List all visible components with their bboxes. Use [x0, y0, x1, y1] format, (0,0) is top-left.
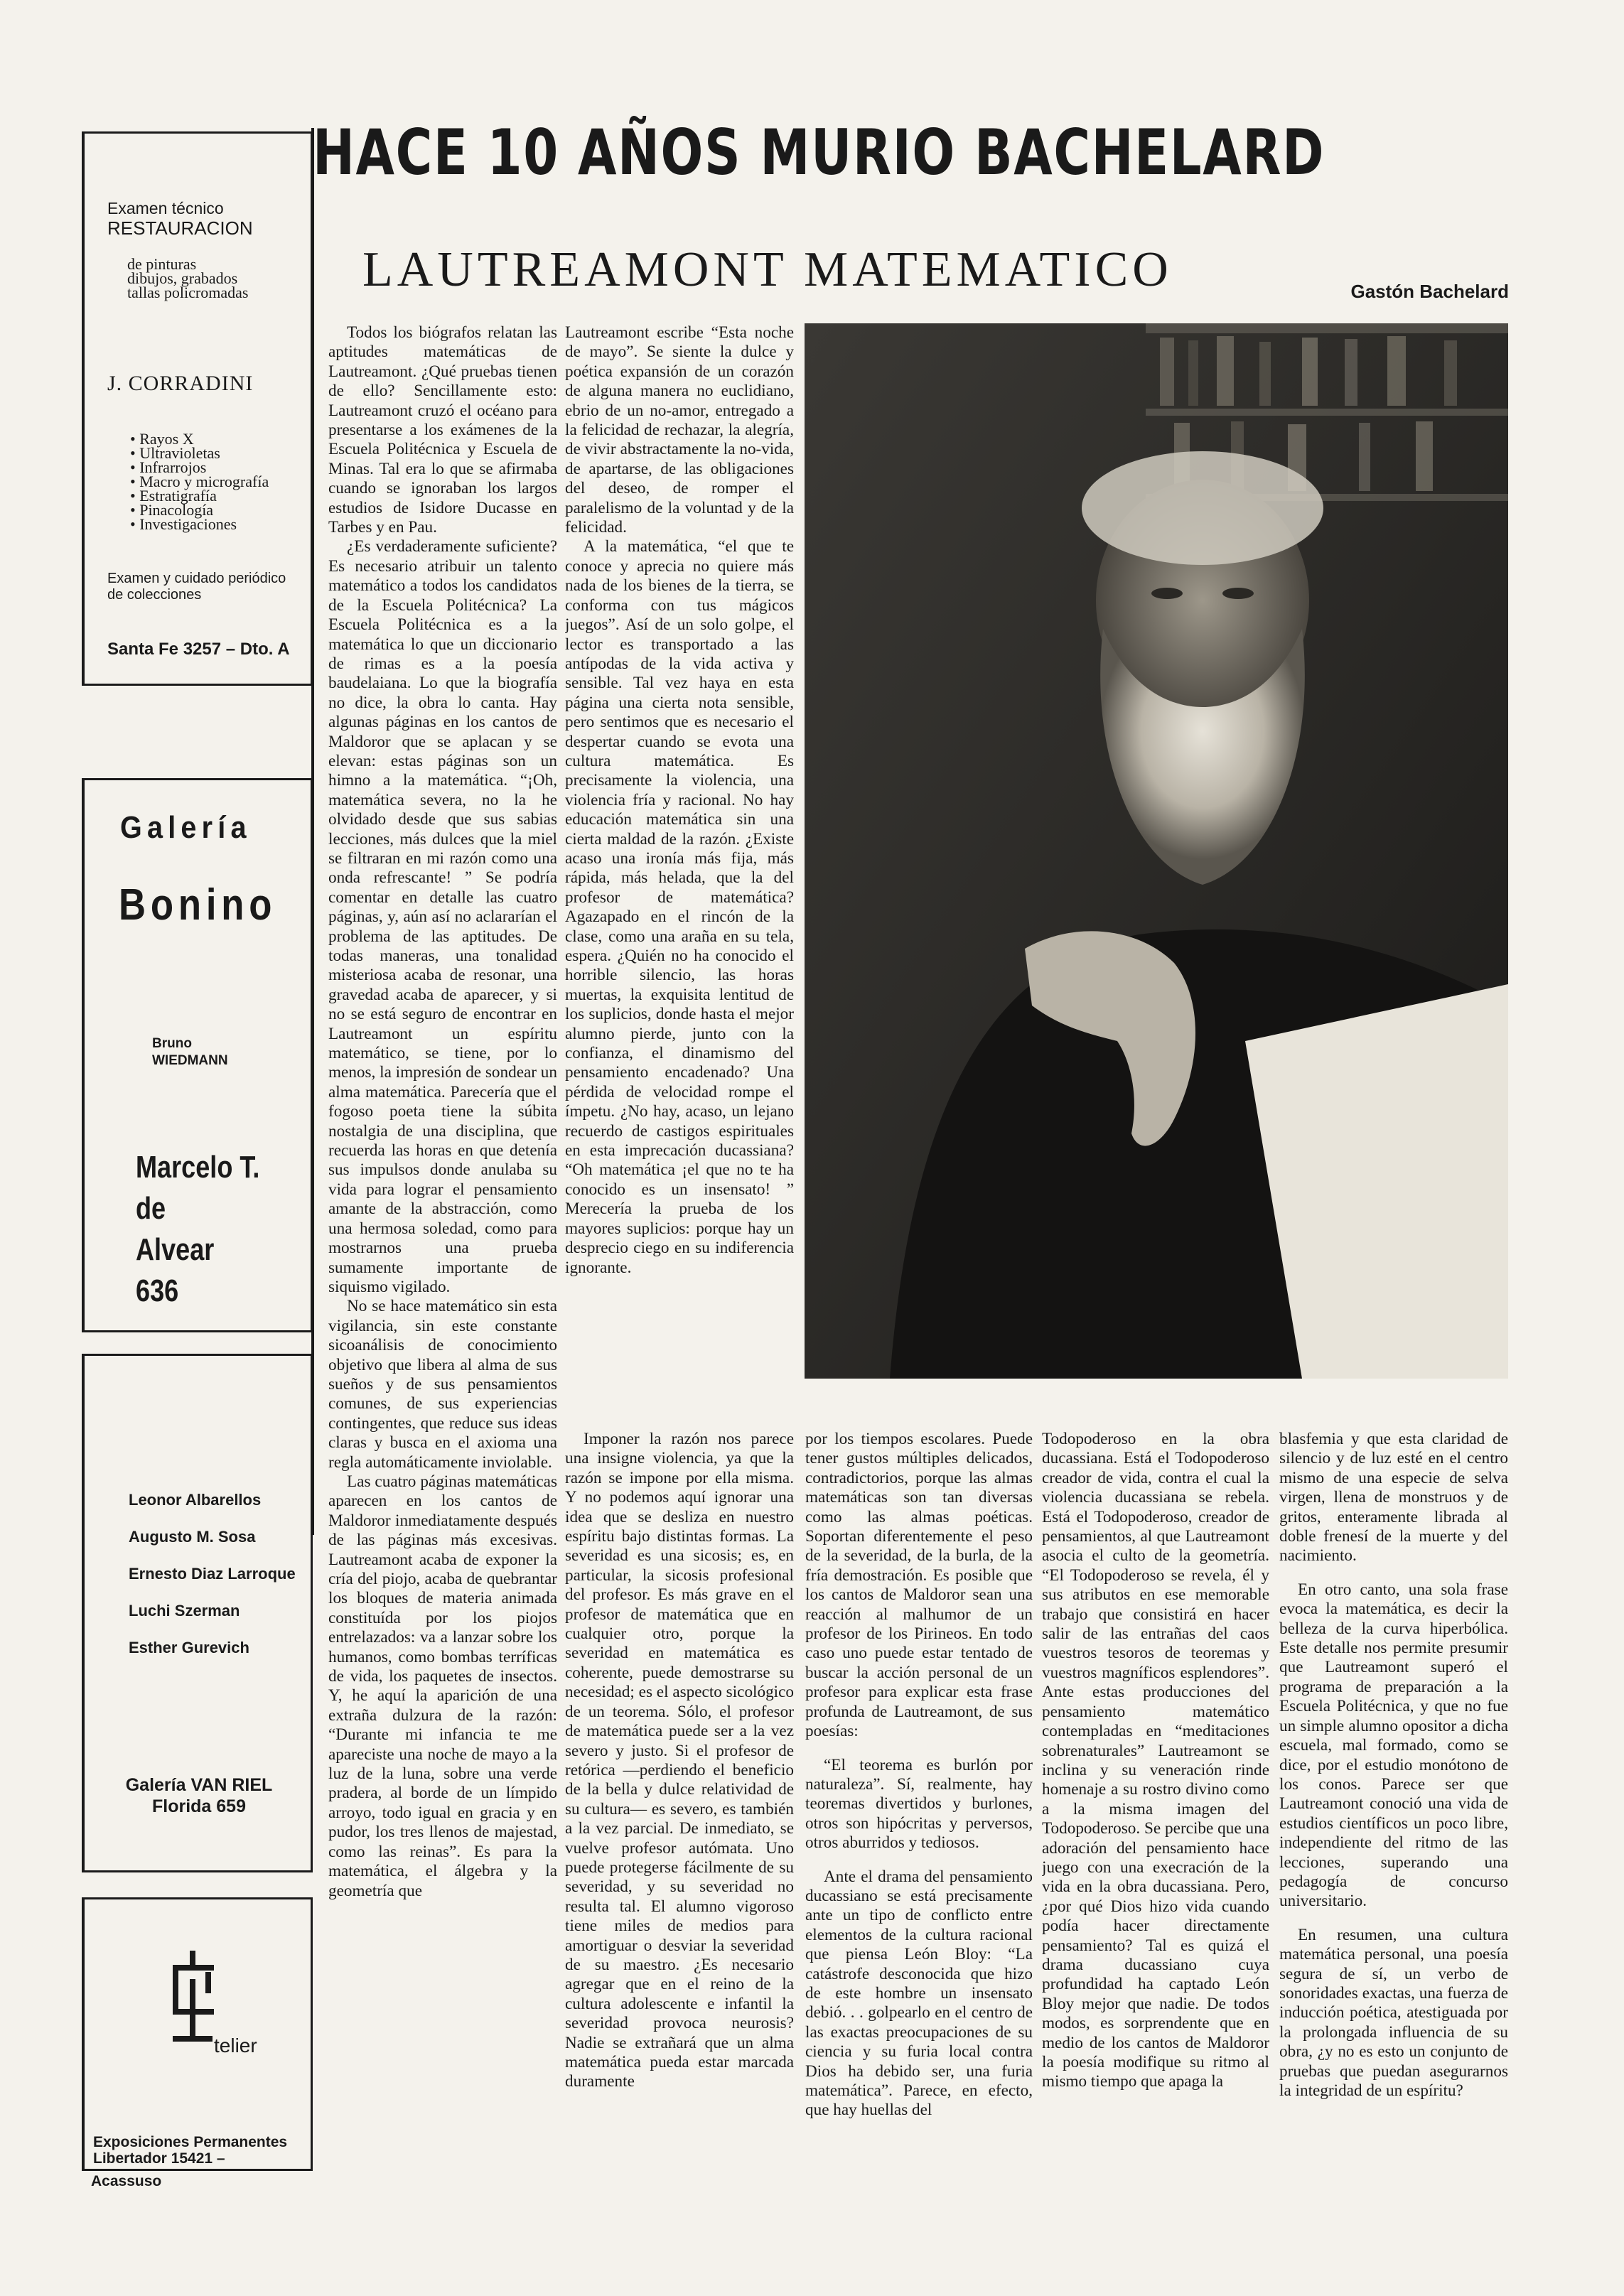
- ad-restauracion-address: Santa Fe 3257 – Dto. A: [107, 640, 290, 659]
- ad-restauracion-line1: Examen técnico: [107, 199, 224, 217]
- paragraph: Imponer la razón nos parece una insigne violencia, ya que la razón se impone por ella misma. Y no podemos aquí ignorar una idea que se desliza en nuestro espíritu bajo distintas formas. La severidad es una sicosis; es, en particular, la sicosis profesional del profesor. Es más grave en el profesor de matemática que en cualquier otro, porque la severidad en matemática es coherente, puede demostrarse su necesidad; es el aspecto sicológico de un teorema. Sólo, el profesor de matemática puede ser a la vez severo y justo. Si el profesor de retórica —perdiendo el beneficio de la bella y dulce relatividad de su cultura— es severo, es también a la vez parcial. De inmediato, se vuelve profesor autómata. Uno puede protegerse fácilmente de su severidad, y su severidad no resulta tal. El alumno vigoroso tiene miles de medios para amortiguar o desviar la severidad de su maestro. ¿Es necesario agregar que en el reino de la cultura adolescente e infantil la severidad provoca neurosis? Nadie se extrañará que un alma matemática pueda estar marcada duramente: [565, 1430, 794, 2091]
- ad-restauracion-line2: RESTAURACION: [107, 217, 253, 239]
- ad-bonino-line1: Galería: [120, 810, 252, 845]
- ad-van-riel-name: Galería VAN RIEL: [125, 1775, 273, 1795]
- ad-bonino-artist: WIEDMANN: [152, 1053, 228, 1068]
- ad-restauracion-service: • Macro y micrografía: [130, 473, 269, 490]
- column-5: [1279, 1430, 1508, 2199]
- article-subtitle: LAUTREAMONT MATEMATICO: [362, 242, 1173, 297]
- author-byline: Gastón Bachelard: [1350, 281, 1509, 302]
- ad-restauracion-extra: de colecciones: [107, 587, 202, 603]
- paragraph: Las cuatro páginas matemáticas aparecen en los cantos de Maldoror inmediatamente después de las páginas más excesivas. Lautreamont acaba de exponer la cría del piojo, acaba de quebrantar los bloques de materia animada constituída por los piojos entrelazados: va a lanzar sobre los humanos, como bombas terríficas de vida, los paquetes de insectos. Y, he aquí la aparición de una extraña dulzura de la razón: “Durante mi infancia te me apareciste una noche de mayo a la luz de la luna, sobre una verde pradera, al borde de un límpido arroyo, todo igual en gracia y en pudor, los tres llenos de majestad, como las reinas”. Es para la matemática, el álgebra y la geometría que: [328, 1472, 557, 1900]
- ad-bonino: [82, 778, 313, 1332]
- paragraph: Ante el drama del pensamiento ducassiano se está precisamente ante un tipo de conflicto entre elementos de la cultura racional que piensa León Bloy: “La catástrofe desconocida que hizo de este hombre un insensato debió. . . golpearlo en el centro de las exactas preocupaciones de su ciencia y su furia local contra Dios ha debido ser, una furia matemática”. Parece, en efecto, que hay huellas del: [805, 1867, 1033, 2120]
- ad-van-riel-artist: Leonor Albarellos: [129, 1491, 262, 1509]
- ad-restauracion-item: tallas policromadas: [127, 284, 249, 301]
- paragraph: “El teorema es burlón por naturaleza”. Sí, realmente, hay teoremas divertidos y burlones, otros son hipócritas y perversos, otros aburridos y tediosos.: [805, 1755, 1033, 1853]
- ad-atelier: [82, 1897, 313, 2171]
- ad-restauracion-service: • Estratigrafía: [130, 487, 217, 505]
- ad-bonino-address: de: [136, 1191, 166, 1226]
- paragraph: Todopoderoso en la obra ducassiana. Está el Todopoderoso creador de vida, contra el cual la violencia ducassiana se rebela. Está el Todopoderoso, creador de pensamientos, al que Lautreamont asocia el culto de la geometría. “El Todopoderoso se revela, él y sus atributos en ese memorable trabajo que consistirá en hacer salir de las entrañas del caos vuestros tesoros de teoremas y vuestros magníficos esplendores”. Ante estas producciones del pensamiento matemático contempladas en “meditaciones sobrenaturales” Lautreamont se inclina y su veneración rinde homenaje a su rostro divino como a la misma imagen del Todopoderoso. Se percibe que una adoración del pensamiento hace juego con una execración de la vida en la obra ducassiana. Pero, ¿por qué Dios hizo vida cuando podía hacer directamente pensamiento? Tal es quizá el drama ducassiano cuya profundidad ha captado León Bloy mejor que nadie. De todos modos, es sorprendente que en medio de los cantos de Maldoror la poesía modifique su ritmo al mismo tiempo que apaga la: [1042, 1430, 1269, 2091]
- ad-bonino-address: 636: [136, 1273, 179, 1308]
- ad-van-riel-artist: Luchi Szerman: [129, 1602, 240, 1619]
- ad-bonino-line2: Bonino: [119, 880, 277, 929]
- ad-van-riel-artist: Ernesto Diaz Larroque: [129, 1565, 296, 1583]
- ad-restauracion-service: • Infrarrojos: [130, 458, 207, 476]
- paragraph: A la matemática, “el que te conoce y aprecia no quiere más nada de los bienes de la tierra, se conforma con tus mágicos juegos”. Así de un solo golpe, el lector es transportado a las antípodas de la vida activa y sensible. Tal vez haya en esta página una cierta nota sensible, pero sentimos que es necesario el despertar cuando se evota una cultura matemática. Es precisamente la violencia, una violencia fría y racional. No hay educación matemática sin una cierta maldad de la razón. ¿Existe acaso una ironía más fija, más rápida, más helada, que la del profesor de matemática? Agazapado en el rincón de la clase, como una araña en su tela, espera. ¿Quién no ha conocido el horrible silencio, las horas muertas, la exquisita lentitud de los suplicios, donde hasta el mejor alumno pierde, junto con la confianza, el dinamismo del pensamiento encadenado? Una pérdida de velocidad rompe el ímpetu. ¿No hay, acaso, un lejano recuerdo de castigos espirituales en esta imprecación ducassiana? “Oh matemática ¡el que no te ha conocido es un insensato! ” Merecería la prueba de los mayores suplicios: porque hay un desprecio ciego en su indiferencia ignorante.: [565, 537, 794, 1277]
- ad-atelier-logo-text: telier: [214, 2034, 257, 2057]
- ad-atelier-line: Libertador 15421 –: [93, 2150, 225, 2167]
- ad-atelier-line: Acassuso: [91, 2173, 162, 2189]
- ad-van-riel-address: Florida 659: [152, 1796, 246, 1816]
- column-rule: [311, 128, 314, 1535]
- ad-restauracion-service: • Rayos X: [130, 430, 194, 448]
- ad-restauracion-item: dibujos, grabados: [127, 269, 238, 287]
- ad-van-riel-artist: Esther Gurevich: [129, 1639, 249, 1656]
- paragraph: Lautreamont escribe “Esta noche de mayo”. Se siente la dulce y poética expansión de un corazón de alguna manera no euclidiano, ebrio de un no-amor, entregado a la felicidad de rechazar, la alegría, de vivir abstractamente la no-vida, de apartarse, de las obligaciones del deseo, de romper el paralelismo de la voluntad y de la felicidad.: [565, 323, 794, 537]
- column-2-bottom: [565, 1430, 794, 2199]
- paragraph: En resumen, una cultura matemática personal, una poesía segura de sí, un verbo de sonoridades exactas, una fuerza de inducción poética, atestiguada por la prolongada influencia de su obra, ¿y no es esto un conjunto de pruebas que puedan asegurarnos la integridad de un espíritu?: [1279, 1925, 1508, 2100]
- ad-bonino-address: Marcelo T.: [136, 1150, 260, 1185]
- paragraph: Todos los biógrafos relatan las aptitudes matemáticas de Lautreamont. ¿Qué pruebas tienen de ello? Sencillamente esto: Lautreamont cruzó el océano para presentarse a los exámenes de la Escuela Politécnica y Escuela de Minas. Tal era lo que se afirmaba cuando se ignoraban los largos estudios de Isidore Ducasse en Tarbes y en Pau.: [328, 323, 557, 537]
- ad-bonino-address: Alvear: [136, 1232, 215, 1267]
- column-2-top: [565, 323, 794, 1428]
- column-3: [805, 1430, 1033, 2199]
- headline: HACE 10 AÑOS MURIO BACHELARD: [313, 116, 1325, 189]
- ad-restauracion-service: • Pinacología: [130, 501, 214, 519]
- paragraph: blasfemia y que esta claridad de silencio y de luz esté en el centro mismo de una especie de selva virgen, llena de monstruos y de gritos, enteramente librada al doble frenesí de la muerte y del nacimiento.: [1279, 1430, 1508, 1565]
- paragraph: No se hace matemático sin esta vigilancia, sin este constante sicoanálisis de conocimiento objetivo que libera al alma de sus sueños y de sus pensamientos comunes, de sus experiencias contingentes, que reduce sus ideas claras y busca en el axioma una regla automáticamente inviolable.: [328, 1297, 557, 1472]
- ad-bonino-artist: Bruno: [152, 1036, 192, 1051]
- column-4: [1042, 1430, 1269, 2199]
- ad-atelier-line: Exposiciones Permanentes: [93, 2134, 288, 2150]
- paragraph: En otro canto, una sola frase evoca la matemática, es decir la belleza de la curva hiperbólica. Este detalle nos permite presumir que Lautreamont superó el programa de preparación a la Escuela Politécnica, y que no fue un simple alumno opositor a dicha escuela, mal formado, como se dice, por el estudio monótono de los conos. Parece ser que Lautreamont conoció una vida de estudios científicos un poco libre, independiente del ritmo de las lecciones, superando una pedagogía de concurso universitario.: [1279, 1580, 1508, 1911]
- column-1: [328, 323, 557, 2199]
- ad-restauracion-service: • Ultravioletas: [130, 444, 220, 462]
- ad-van-riel: [82, 1354, 313, 1872]
- ad-restauracion: [82, 131, 313, 686]
- ad-van-riel-artist: Augusto M. Sosa: [129, 1528, 256, 1546]
- ad-restauracion-extra: Examen y cuidado periódico: [107, 571, 286, 586]
- portrait-photo: [805, 323, 1508, 1379]
- ad-restauracion-name: J. CORRADINI: [107, 372, 254, 395]
- paragraph: ¿Es verdaderamente suficiente? Es necesario atribuir un talento matemático a todos los candidatos de la Escuela Politécnica? La Escuela Politécnica es a la matemática lo que un diccionario de rimas es a la poesía baudelaiana. Lo que la biografía no dice, la obra lo canta. Hay algunas páginas en los cantos de Maldoror que se aplacan y se elevan: estas páginas son un himno a la matemática. “¡Oh, matemática severa, no la he olvidado desde que sus sabias lecciones, más dulces que la miel se filtraran en mi razón como una onda refrescante! ” Se podría comentar en detalle las cuatro páginas, y, aún así no aclararían el problema de las aptitudes. De todas maneras, una tonalidad misteriosa acaba de resonar, una gravedad acaba de aparecer, y si no se está seguro de encontrar en Lautreamont un espíritu matemático, se tiene, por lo menos, la impresión de sondear un alma matemática. Parecería que el fogoso poeta tiene la súbita nostalgia de una disciplina, que recuerda las horas en que detenía sus impulsos donde anulaba su vida para lograr el pensamiento amante de la abstracción, como una hermosa soledad, como para mostrarnos una prueba sumamente importante de siquismo vigilado.: [328, 537, 557, 1296]
- ad-restauracion-item: de pinturas: [127, 255, 197, 273]
- ad-restauracion-service: • Investigaciones: [130, 515, 237, 533]
- paragraph: por los tiempos escolares. Puede tener gustos múltiples delicados, contradictorios, porque las almas matemáticas son tan diversas como las almas poéticas. Soportan diferentemente el peso de la severidad, de la burla, de la fría demostración. Es posible que los cantos de Maldoror sean una reacción al malhumor de un profesor de los Pirineos. En todo caso uno puede estar tentado de buscar la acción personal de un profesor para explicar esta frase profunda de Lautreamont, de sus poesías:: [805, 1430, 1033, 1741]
